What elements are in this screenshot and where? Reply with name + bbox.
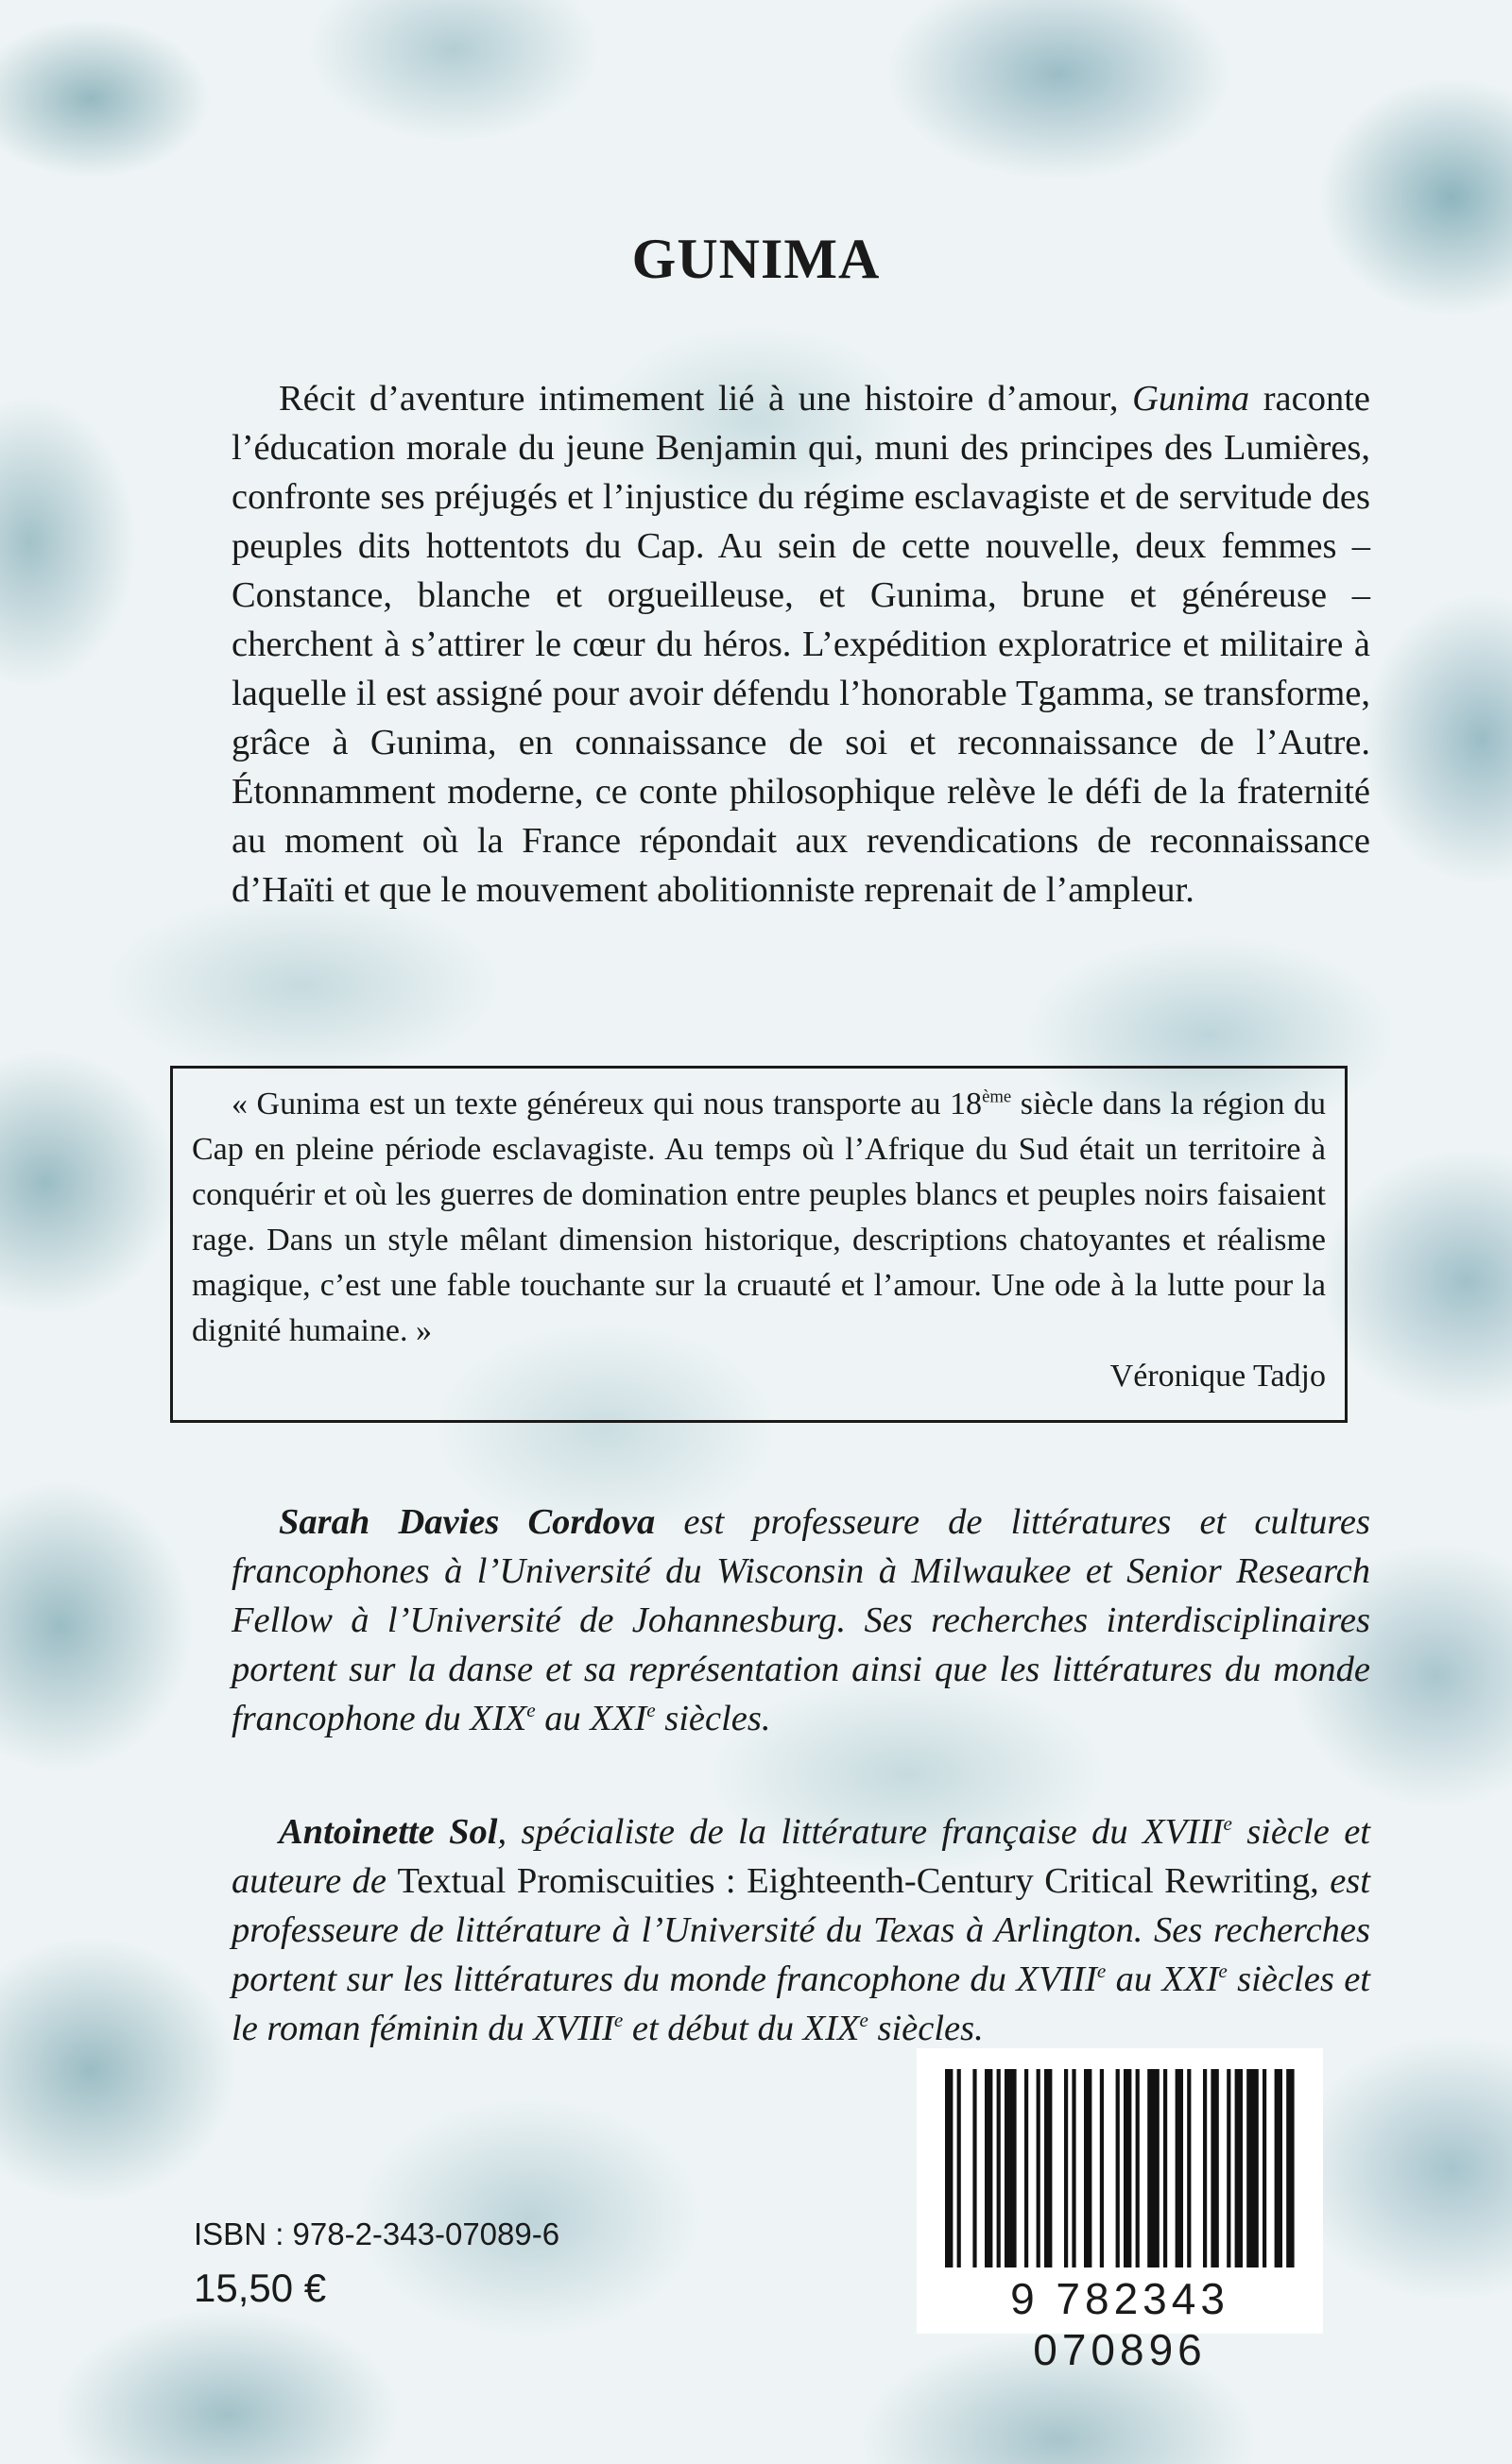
barcode-bar (1203, 2069, 1207, 2267)
book-title: GUNIMA (631, 228, 881, 290)
bio1-text-3: siècles. (655, 1699, 771, 1738)
barcode-bar (1084, 2069, 1091, 2267)
bio1-text-1: est professeure de littératures et cultures francophones à l’Université du Wisconsin à Milwaukee et Senior Research Fellow à l’Université de Johannesburg. Ses recherches interdisciplinaires portent sur la danse et sa représentation ainsi que les littératures du monde francophone du XIX (232, 1502, 1370, 1738)
barcode-bar (1227, 2069, 1230, 2267)
barcode-bar (1064, 2069, 1068, 2267)
author-bio-2 (232, 1807, 1370, 2053)
summary-text-start: Récit d’aventure intimement lié à une histoire d’amour, (279, 379, 1133, 419)
barcode-digits: 9 782343 070896 (1010, 2274, 1229, 2374)
barcode-bar (1163, 2069, 1167, 2267)
barcode-bar (1211, 2069, 1218, 2267)
bio2-text-5: siècles et le roman féminin du XVIII (232, 1959, 1370, 2048)
barcode-bar (945, 2069, 953, 2267)
barcode-bar (1187, 2069, 1191, 2267)
price-label: 15,50 € (194, 2266, 327, 2310)
bio2-book-title: Textual Promiscuities : Eighteenth-Century Critical Rewriting, (397, 1861, 1319, 1901)
barcode-bar (1005, 2069, 1017, 2267)
bio2-sup-4: e (613, 2009, 624, 2032)
quote-text-part2: siècle dans la région du Cap en pleine période esclavagiste. Au temps où l’Afrique du Sud était un territoire à conquérir et où les guerres de domination entre peuples blancs et peuples noirs faisaient rage. Dans un style mêlant dimension historique, descriptions chatoyantes et réalisme magique, c’est une fable touchante sur la cruauté et l’amour. Une ode à la lutte pour la dignité humaine. » (192, 1087, 1326, 1348)
author-1-name: Sarah Davies Cordova (279, 1502, 656, 1542)
bio2-text-6: et début du XIX (623, 2009, 860, 2048)
quote-author: Véronique Tadjo (1109, 1359, 1326, 1394)
author-bio-1 (232, 1497, 1370, 1743)
bio2-text-2: siècle et auteure de (232, 1812, 1370, 1901)
barcode-bar (1044, 2069, 1052, 2267)
barcode-bars (917, 2048, 1323, 2275)
barcode-bar (997, 2069, 1001, 2267)
quote-text (192, 1082, 1326, 1354)
author-2-name: Antoinette Sol (279, 1812, 498, 1852)
barcode-bar (1286, 2069, 1294, 2267)
barcode-bar (1275, 2069, 1282, 2267)
bio1-sup-2: e (646, 1699, 656, 1722)
barcode-bar (1246, 2069, 1259, 2267)
summary-paragraph (232, 374, 1370, 915)
bio2-sup-1: e (1223, 1812, 1232, 1836)
barcode-bar (985, 2069, 992, 2267)
barcode-bar (972, 2069, 976, 2267)
bio1-text-2: au XXI (535, 1699, 647, 1738)
quote-box (170, 1066, 1348, 1423)
bio2-text-3: est professeure de littérature à l’Université du Texas à Arlington. Ses recherches portent sur les littératures du monde francophone du XVIII (232, 1861, 1370, 1999)
barcode-bar (1037, 2069, 1040, 2267)
quote-superscript: ème (982, 1087, 1012, 1107)
bio2-sup-3: e (1218, 1959, 1228, 1983)
barcode-bar (957, 2069, 961, 2267)
bio2-sup-2: e (1096, 1959, 1107, 1983)
barcode-bar (1024, 2069, 1028, 2267)
bio2-text-1: , spécialiste de la littérature française du XVIII (497, 1812, 1224, 1852)
summary-italic-title: Gunima (1132, 379, 1250, 419)
barcode-bar (1072, 2069, 1075, 2267)
bio1-sup-1: e (526, 1699, 536, 1722)
barcode-bar (1116, 2069, 1120, 2267)
barcode-bar (1235, 2069, 1243, 2267)
quote-text-part1: « Gunima est un texte généreux qui nous transporte au 18 (232, 1087, 983, 1121)
barcode-bar (1136, 2069, 1140, 2267)
barcode-bar (1176, 2069, 1183, 2267)
barcode-bar (1124, 2069, 1131, 2267)
bio2-text-4: au XXI (1106, 1959, 1219, 1999)
barcode-bar (1147, 2069, 1160, 2267)
barcode (917, 2048, 1323, 2374)
barcode-bar (1263, 2069, 1266, 2267)
bio2-text-7: siècles. (868, 2009, 984, 2048)
barcode-bar (1100, 2069, 1104, 2267)
bio2-sup-5: e (859, 2009, 868, 2032)
isbn-label: ISBN : 978-2-343-07089-6 (194, 2216, 560, 2251)
summary-text-rest: raconte l’éducation morale du jeune Benjamin qui, muni des principes des Lumières, confronte ses préjugés et l’injustice du régime esclavagiste et de servitude des peuples dits hottentots du Cap. Au sein de cette nouvelle, deux femmes – Constance, blanche et orgueilleuse, et Gunima, brune et généreuse – cherchent à s’attirer le cœur du héros. L’expédition exploratrice et militaire à laquelle il est assigné pour avoir défendu l’honorable Tgamma, se transforme, grâce à Gunima, en connaissance de soi et reconnaissance de l’Autre. Étonnamment moderne, ce conte philosophique relève le défi de la fraternité au moment où la France répondait aux revendications de reconnaissance d’Haïti et que le mouvement abolitionniste reprenait de l’ampleur. (232, 379, 1370, 910)
